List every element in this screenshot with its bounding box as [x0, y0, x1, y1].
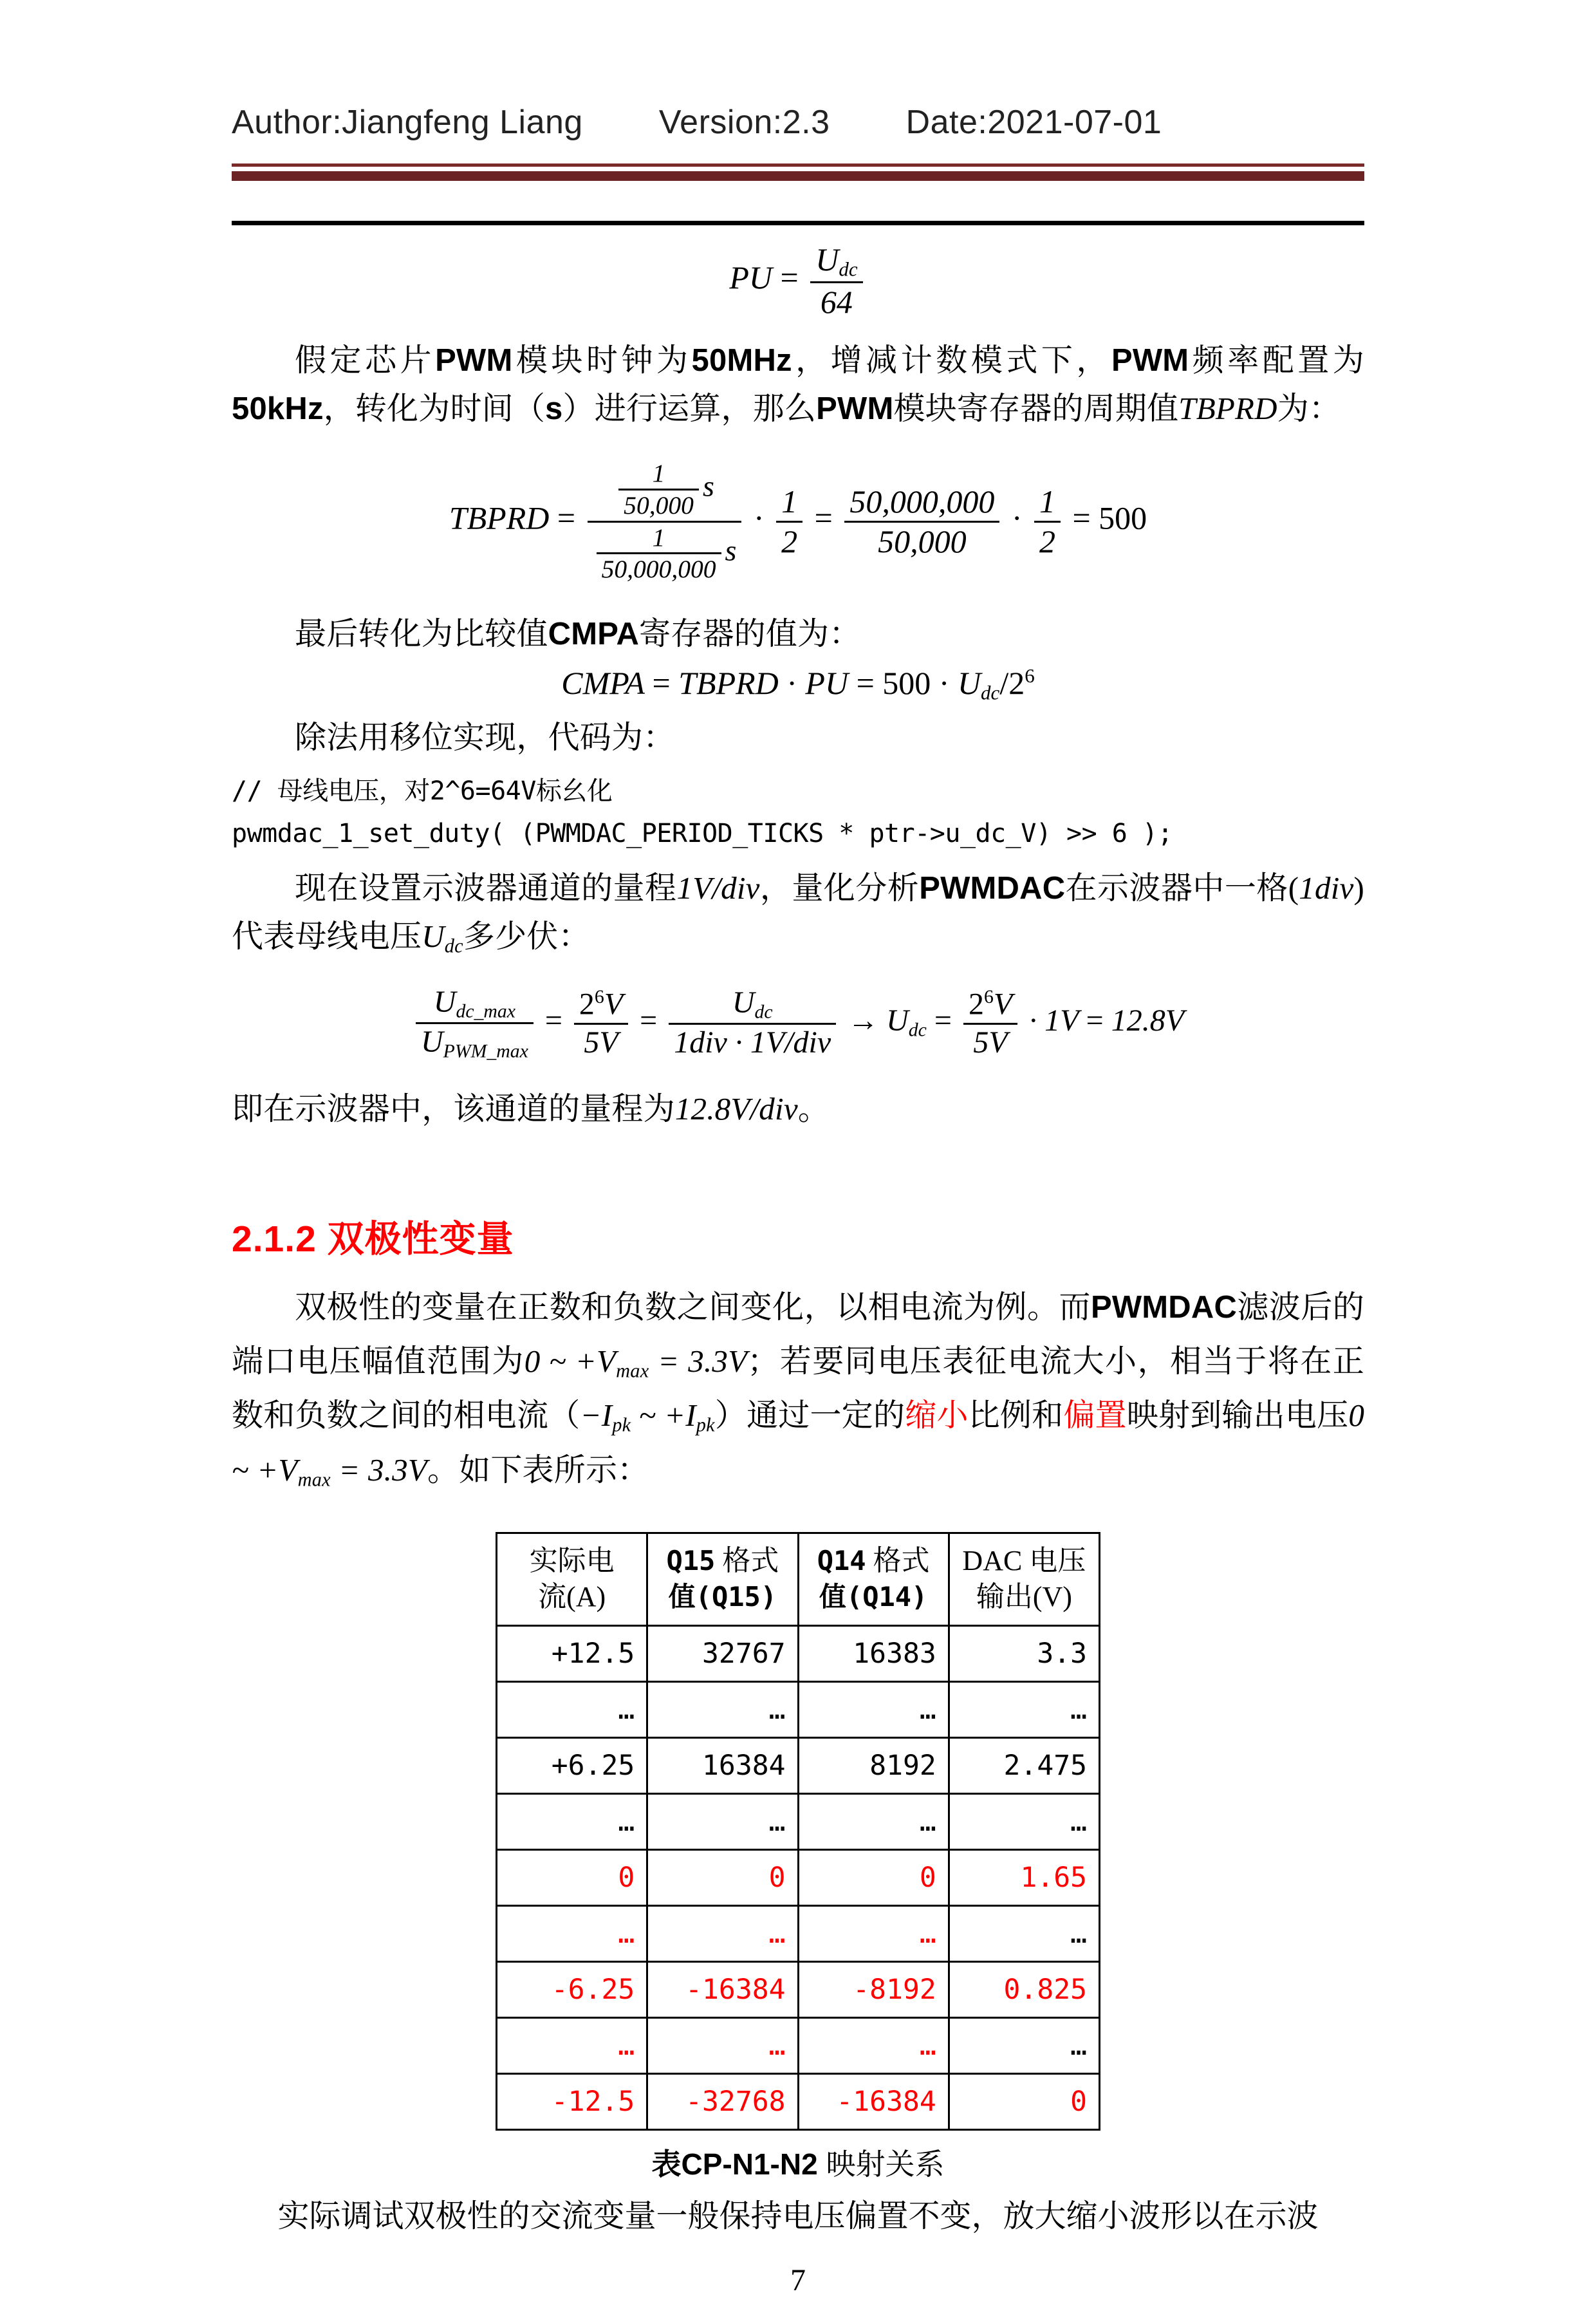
- p1-text-b: 模块时钟为: [512, 342, 692, 378]
- p4-text-a: 现在设置示波器通道的量程: [295, 870, 677, 906]
- cell-dac: …: [949, 2017, 1099, 2073]
- cell-q14: 8192: [798, 1737, 949, 1793]
- section-number: 2.1.2: [232, 1218, 317, 1260]
- cell-dac: …: [949, 1905, 1099, 1961]
- eq-cmpa-udc: U: [957, 665, 981, 702]
- p1-text-g: 模块寄存器的周期值: [893, 390, 1179, 426]
- p6-vmax-sub2: max: [297, 1468, 331, 1491]
- eq-udc-left-num-sub: dc_max: [456, 1000, 515, 1022]
- header-date: Date:2021-07-01: [905, 104, 1162, 141]
- cell-dac: 1.65: [949, 1849, 1099, 1905]
- p6-text-b: 滤波后的端口电压幅值范围为: [232, 1289, 1364, 1379]
- p6-highlight-scale: 缩小: [905, 1397, 969, 1434]
- eq-udc-left-den-sub: PWM_max: [443, 1040, 528, 1062]
- p6-text-d: ）通过一定的: [714, 1397, 905, 1434]
- p1-text-h: 为：: [1277, 390, 1341, 426]
- table-caption-text: 映射关系: [826, 2147, 945, 2181]
- eq-udc-result-fraction: [963, 986, 1017, 1061]
- eq-udc-mid2-symbol: U: [732, 986, 755, 1020]
- eq-pu-lhs: PU: [729, 259, 773, 296]
- col-header-q15-rest: 格式: [715, 1545, 779, 1577]
- col-header-q14-rest: 格式: [866, 1545, 930, 1577]
- eq-udc-result-base: 2: [968, 987, 984, 1022]
- eq-tbprd-inner-top-den: 50,000: [618, 489, 699, 521]
- p4-text-c: 在示波器中一格(: [1065, 870, 1299, 906]
- eq-udc-mid1-exp: 6: [594, 986, 604, 1007]
- eq-udc-final-value: 12.8V: [1111, 1003, 1185, 1038]
- eq-pu-num-subscript: dc: [839, 257, 858, 281]
- cell-q15: -32768: [647, 2073, 798, 2129]
- eq-pu-num-symbol: U: [815, 241, 839, 277]
- table-caption-label: 表CP-N1-N2: [651, 2147, 818, 2181]
- p1-text-e: ，转化为时间（: [323, 390, 546, 426]
- cell-dac: …: [949, 1681, 1099, 1737]
- col-header-q15-code: Q15: [666, 1545, 716, 1577]
- p5-range-value: 12.8V/div: [674, 1091, 798, 1127]
- p6-text-f: 映射到输出电压: [1126, 1397, 1349, 1434]
- p6-ipk-neg: −I: [580, 1397, 613, 1434]
- p6-text-c: ；若要同电压表征电流大小，相当于将在正数和负数之间的相电流（: [232, 1343, 1364, 1434]
- eq-udc-mid2-den-val: 1div · 1V/div: [674, 1025, 831, 1060]
- table-row: [497, 1625, 1100, 1681]
- eq-udc-multiplier: · 1V: [1029, 1003, 1079, 1038]
- table-row: [497, 1961, 1100, 2017]
- paragraph-scope-range: [232, 864, 1364, 960]
- code-function-call: pwmdac_1_set_duty( (PWMDAC_PERIOD_TICKS * ptr->u_dc_V) >> 6 );: [232, 819, 1173, 849]
- mapping-table-head: [497, 1533, 1100, 1626]
- mapping-table: [496, 1532, 1100, 2131]
- eq-tbprd-outer-den: [588, 521, 742, 584]
- p1-unit-s: s: [545, 391, 563, 426]
- p2-text-b: 寄存器的值为：: [639, 615, 861, 651]
- cell-q14: -8192: [798, 1961, 949, 2017]
- p1-tbprd-symbol: TBPRD: [1178, 390, 1277, 426]
- eq-tbprd-half1-num: 1: [781, 483, 798, 519]
- cell-q14: …: [798, 1905, 949, 1961]
- p4-udc-subscript: dc: [444, 935, 463, 957]
- p1-text-f: ）进行运算，那么: [562, 390, 817, 426]
- col-header-q15: [647, 1533, 798, 1626]
- table-row: [497, 1681, 1100, 1737]
- p6-ipk-pos: ~ +I: [631, 1397, 696, 1434]
- p6-pwmdac-label: PWMDAC: [1090, 1289, 1238, 1325]
- p4-text-e: 多少伏：: [463, 918, 590, 954]
- p6-vmax-range2: 0 ~ +V: [232, 1397, 1365, 1488]
- eq-tbprd-mid-num: 50,000,000: [849, 483, 995, 519]
- col-header-dac-line1: DAC 电压: [962, 1545, 1086, 1577]
- cell-q14: 16383: [798, 1625, 949, 1681]
- eq-udc-mid2-num: [669, 985, 836, 1023]
- eq-udc-result-den-val: 5V: [973, 1025, 1008, 1060]
- eq-udc-mid2-den: [669, 1023, 836, 1061]
- eq-udc-left-fraction: [416, 984, 534, 1063]
- col-header-dac-voltage: [949, 1533, 1099, 1626]
- cell-dac: 2.475: [949, 1737, 1099, 1793]
- col-header-current-line2: 流(A): [538, 1581, 606, 1613]
- eq-pu-fraction: [810, 241, 862, 321]
- col-header-q14-code: Q14: [817, 1545, 866, 1577]
- eq-tbprd-inner-bot-den: 50,000,000: [597, 552, 721, 584]
- p4-text-b: ，量化分析: [759, 870, 920, 906]
- eq-pu-denominator: 64: [810, 281, 862, 321]
- cell-current: -6.25: [497, 1961, 647, 2017]
- p1-pwm-1: PWM: [435, 343, 513, 378]
- col-header-dac-line2: 输出(V): [976, 1581, 1072, 1613]
- eq-udc-arrow: →: [848, 1003, 879, 1038]
- eq-tbprd-unit-top: s: [702, 469, 714, 503]
- p5-text-b: 。: [797, 1091, 830, 1127]
- eq-tbprd-half2-num: 1: [1039, 483, 1055, 519]
- eq-pu-numerator: [810, 241, 862, 281]
- p6-vmax-value2: = 3.3V: [330, 1452, 427, 1488]
- eq-udc-mid1-num: [574, 986, 628, 1023]
- eq-tbprd-half-2: [1034, 483, 1061, 561]
- eq-cmpa-500: 500: [882, 665, 931, 702]
- eq-cmpa-tbprd: TBPRD: [678, 665, 779, 702]
- p2-text-a: 最后转化为比较值: [295, 615, 548, 651]
- p4-scale-1vdiv: 1V/div: [676, 870, 760, 906]
- p4-one-div: 1div: [1299, 870, 1354, 906]
- eq-cmpa-divisor: /2: [999, 665, 1025, 702]
- cell-q15: 32767: [647, 1625, 798, 1681]
- eq-udc-result-unit: V: [993, 987, 1013, 1022]
- table-row: [497, 2017, 1100, 2073]
- eq-tbprd-inner-fraction-bottom: [597, 523, 721, 584]
- eq-udc-result-den: [963, 1023, 1017, 1061]
- cell-current: +6.25: [497, 1737, 647, 1793]
- col-header-current-line1: 实际电: [529, 1545, 615, 1577]
- eq-udc-mid1-den-val: 5V: [584, 1025, 618, 1060]
- p5-text-a: 即在示波器中，该通道的量程为: [232, 1091, 675, 1127]
- page-header: [232, 0, 1364, 142]
- section-heading-212: [232, 1210, 1364, 1262]
- equation-tbprd: TBPRD = $\frac{1}{50,000}$ s $\frac{1}{50,000,000}$ s · $\frac{1}{2}$ = $\frac{50,000,000}{50,000}$ · $\frac{1}{2}$ = 500: [449, 459, 1147, 584]
- p1-freq-value: 50kHz: [232, 391, 324, 426]
- eq-udc-mid1-base: 2: [579, 987, 595, 1022]
- code-comment-prefix: //: [232, 776, 277, 807]
- col-header-q15-line2: 值(Q15): [668, 1581, 777, 1613]
- eq-tbprd-mid-den: 50,000: [844, 521, 999, 561]
- paragraph-pwm-assumption: [232, 337, 1364, 433]
- p1-text-d: 频率配置为: [1189, 342, 1364, 378]
- cell-current: …: [497, 1905, 647, 1961]
- col-header-current: [497, 1533, 647, 1626]
- p4-text-d: )代表母线电压: [232, 870, 1364, 954]
- eq-cmpa-dot-1: ·: [786, 665, 797, 702]
- paragraph-shift-code-intro: 除法用移位实现，代码为：: [295, 720, 675, 756]
- table-row: [497, 1737, 1100, 1793]
- paragraph-cmpa-intro: [232, 610, 1364, 658]
- eq-udc-result-lhs-sub: dc: [908, 1018, 927, 1040]
- eq-udc-left-num: [416, 984, 534, 1022]
- content-top-rule: [232, 221, 1364, 225]
- eq-tbprd-inner-top-num: 1: [652, 459, 665, 488]
- p1-pwm-2: PWM: [1111, 343, 1189, 378]
- code-comment-text: 母线电压，对2^6=64V标幺化: [277, 776, 613, 807]
- cell-q14: …: [798, 1681, 949, 1737]
- cell-current: …: [497, 1793, 647, 1849]
- eq-udc-left-den-symbol: U: [420, 1025, 443, 1060]
- eq-cmpa-dot-2: ·: [938, 665, 950, 702]
- cell-q14: …: [798, 1793, 949, 1849]
- cell-q15: …: [647, 2017, 798, 2073]
- paragraph-footer-note: 实际调试双极性的交流变量一般保持电压偏置不变，放大缩小波形以在示波: [277, 2198, 1319, 2234]
- page-number: 7: [790, 2263, 806, 2298]
- section-title: 双极性变量: [327, 1218, 514, 1260]
- col-header-q14: [798, 1533, 949, 1626]
- p4-udc-symbol: U: [422, 918, 445, 954]
- p6-ipk-neg-sub: pk: [612, 1414, 631, 1436]
- eq-udc-mid1-den: [574, 1023, 628, 1061]
- p6-highlight-offset: 偏置: [1063, 1397, 1127, 1434]
- eq-tbprd-dot-1: ·: [753, 500, 765, 536]
- eq-udc-mid1-fraction: [574, 986, 628, 1061]
- table-row: [497, 2073, 1100, 2129]
- eq-tbprd-unit-bottom: s: [725, 534, 737, 567]
- eq-tbprd-outer-fraction: [588, 458, 742, 584]
- mapping-table-wrapper: [232, 1532, 1364, 2131]
- eq-cmpa-lhs: CMPA: [561, 665, 645, 702]
- p6-text-a: 双极性的变量在正数和负数之间变化，以相电流为例。而: [295, 1289, 1091, 1325]
- eq-tbprd-mid-fraction: [844, 483, 999, 561]
- p1-text-a: 假定芯片: [295, 342, 436, 378]
- equation-pu: [232, 241, 1364, 321]
- eq-tbprd-half2-den: 2: [1034, 521, 1061, 561]
- p6-vmax-sub: max: [616, 1359, 649, 1382]
- equation-cmpa: CMPA = TBPRD · PU = $500 \cdot U_{dc}/2^6$: [561, 664, 1035, 705]
- p6-ipk-pos-sub: pk: [696, 1414, 715, 1436]
- cell-q15: …: [647, 1681, 798, 1737]
- cell-q14: -16384: [798, 2073, 949, 2129]
- p6-vmax-range: 0 ~ +V: [524, 1343, 617, 1379]
- cell-dac: 0.825: [949, 1961, 1099, 2017]
- eq-udc-left-den: [416, 1022, 534, 1062]
- cell-q15: 0: [647, 1849, 798, 1905]
- p6-text-e: 比例和: [968, 1397, 1064, 1434]
- eq-cmpa-divisor-exp: 6: [1025, 664, 1035, 687]
- eq-udc-mid2-fraction: [669, 985, 836, 1061]
- cell-q15: …: [647, 1905, 798, 1961]
- eq-udc-mid2-sub: dc: [754, 1001, 773, 1023]
- table-row: [497, 1793, 1100, 1849]
- table-caption: [232, 2141, 1364, 2183]
- cell-dac: …: [949, 1793, 1099, 1849]
- header-rule-thin: [232, 163, 1364, 167]
- cell-current: +12.5: [497, 1625, 647, 1681]
- eq-udc-mid1-unit: V: [604, 987, 624, 1022]
- p1-pwm-3: PWM: [816, 391, 894, 426]
- eq-cmpa-udc-sub: dc: [981, 682, 1000, 705]
- p6-vmax-value: = 3.3V: [649, 1343, 748, 1379]
- p6-text-g: 。如下表所示：: [427, 1452, 649, 1488]
- header-rule-thick: [232, 171, 1364, 181]
- table-row: [497, 1849, 1100, 1905]
- cell-q14: …: [798, 2017, 949, 2073]
- cell-q15: …: [647, 1793, 798, 1849]
- p1-text-c: ，增减计数模式下，: [792, 342, 1111, 378]
- eq-udc-result-lhs: U: [886, 1003, 909, 1038]
- eq-tbprd-half1-den: 2: [776, 521, 803, 561]
- p1-clock-value: 50MHz: [691, 343, 792, 378]
- mapping-table-body: [497, 1625, 1100, 2129]
- eq-cmpa-pu: PU: [805, 665, 849, 702]
- eq-udc-left-num-symbol: U: [433, 984, 456, 1019]
- cell-dac: 0: [949, 2073, 1099, 2129]
- table-header-row: [497, 1533, 1100, 1626]
- eq-pu-equals: =: [780, 259, 799, 296]
- code-comment-line: [232, 772, 1364, 810]
- eq-tbprd-result: 500: [1099, 500, 1147, 536]
- cell-q15: 16384: [647, 1737, 798, 1793]
- cell-current: …: [497, 2017, 647, 2073]
- eq-tbprd-half-1: [776, 483, 803, 561]
- paragraph-bipolar-description: [232, 1280, 1364, 1497]
- eq-tbprd-inner-bot-num: 1: [652, 523, 665, 552]
- cell-dac: 3.3: [949, 1625, 1099, 1681]
- cell-q14: 0: [798, 1849, 949, 1905]
- table-row: [497, 1905, 1100, 1961]
- header-author: Author:Jiangfeng Liang: [232, 104, 583, 141]
- cell-current: …: [497, 1681, 647, 1737]
- p4-pwmdac-label: PWMDAC: [919, 871, 1066, 906]
- paragraph-scope-conclusion: [232, 1085, 1364, 1133]
- eq-tbprd-inner-fraction-top: [618, 458, 699, 520]
- header-version: Version:2.3: [658, 104, 830, 141]
- eq-tbprd-dot-2: ·: [1011, 500, 1023, 536]
- cell-current: -12.5: [497, 2073, 647, 2129]
- eq-tbprd-lhs: TBPRD: [449, 500, 550, 536]
- eq-tbprd-outer-num: [588, 458, 742, 520]
- p2-cmpa-label: CMPA: [548, 616, 640, 651]
- eq-udc-result-exp: 6: [983, 986, 994, 1007]
- cell-q15: -16384: [647, 1961, 798, 2017]
- cell-current: 0: [497, 1849, 647, 1905]
- eq-udc-result-num: [963, 986, 1017, 1023]
- col-header-q14-line2: 值(Q14): [819, 1581, 928, 1613]
- equation-udc-ratio: $\frac{U_{dc\_max}}{U_{PWM\_max}}$ = $\frac{2^6V}{5V}$ = $\frac{U_{dc}}{\text{1div · 1V/div}}$ → $U_{dc}$ = $\frac{2^6V}{5V}$ · 1V = 12.8V: [232, 984, 1364, 1063]
